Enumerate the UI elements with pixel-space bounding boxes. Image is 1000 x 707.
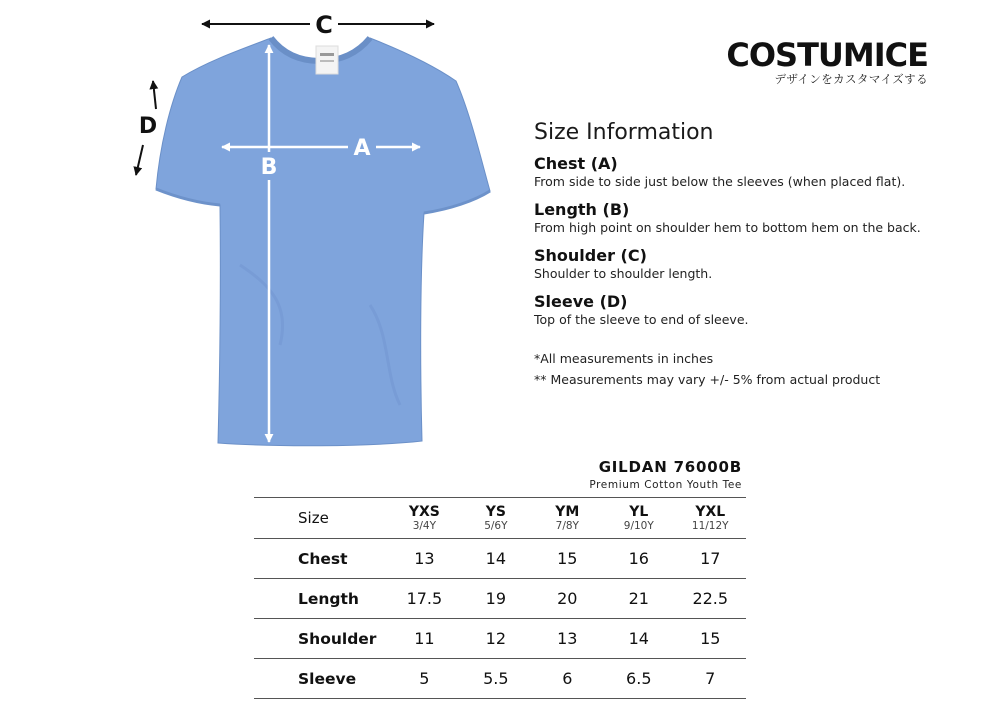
size-code: YL xyxy=(629,504,649,520)
term-shoulder xyxy=(534,246,974,282)
size-age: 5/6Y xyxy=(484,520,508,532)
table-cell: 16 xyxy=(603,539,674,579)
size-age: 9/10Y xyxy=(623,520,654,532)
term-name: Chest (A) xyxy=(534,154,618,173)
note-variance: ** Measurements may vary +/- 5% from actual product xyxy=(534,372,881,387)
table-header-row xyxy=(254,498,746,539)
size-age: 7/8Y xyxy=(555,520,579,532)
size-info-title: Size Information xyxy=(534,120,714,145)
term-description: Shoulder to shoulder length. xyxy=(534,266,713,281)
tshirt-body xyxy=(156,38,490,446)
table-cell: 17 xyxy=(675,539,746,579)
brand-tagline: デザインをカスタマイズする xyxy=(774,72,928,86)
term-name: Length (B) xyxy=(534,200,630,219)
size-chart-table xyxy=(254,497,746,699)
label-c: C xyxy=(315,11,333,39)
sleeve-arrow-top xyxy=(153,81,156,109)
brand-logo xyxy=(726,38,928,86)
table-row-length xyxy=(254,579,746,619)
size-code: YS xyxy=(485,504,506,520)
table-cell: 17.5 xyxy=(389,579,460,619)
term-sleeve xyxy=(534,292,974,328)
term-description: From side to side just below the sleeves (when placed flat). xyxy=(534,174,906,189)
table-cell: 15 xyxy=(675,619,746,659)
label-b: B xyxy=(260,155,278,180)
term-chest xyxy=(534,154,974,190)
table-cell: 5.5 xyxy=(460,659,531,699)
term-description: From high point on shoulder hem to bottom hem on the back. xyxy=(534,220,921,235)
table-cell: 20 xyxy=(532,579,603,619)
table-row-sleeve xyxy=(254,659,746,699)
size-code: YXS xyxy=(408,504,440,520)
sleeve-arrow-bottom xyxy=(136,145,143,175)
table-cell: 7 xyxy=(675,659,746,699)
table-cell: 14 xyxy=(460,539,531,579)
table-cell: 15 xyxy=(532,539,603,579)
table-cell: 12 xyxy=(460,619,531,659)
tshirt-illustration xyxy=(120,5,500,450)
note-units: *All measurements in inches xyxy=(534,351,714,366)
row-label: Shoulder xyxy=(254,619,389,659)
row-label: Sleeve xyxy=(254,659,389,699)
size-column-ys xyxy=(460,498,531,539)
size-information xyxy=(534,118,974,390)
row-label: Chest xyxy=(254,539,389,579)
size-column-yl xyxy=(603,498,674,539)
product-header xyxy=(589,456,742,492)
table-cell: 21 xyxy=(603,579,674,619)
table-cell: 22.5 xyxy=(675,579,746,619)
table-cell: 19 xyxy=(460,579,531,619)
product-name: GILDAN 76000B xyxy=(598,458,742,476)
term-description: Top of the sleeve to end of sleeve. xyxy=(534,312,749,327)
measurement-notes xyxy=(534,348,974,390)
table-cell: 14 xyxy=(603,619,674,659)
size-column-yxs xyxy=(389,498,460,539)
label-a: A xyxy=(353,136,371,161)
table-row-chest xyxy=(254,539,746,579)
table-cell: 13 xyxy=(389,539,460,579)
brand-name: COSTUMICE xyxy=(726,36,928,74)
table-cell: 6.5 xyxy=(603,659,674,699)
table-cell: 5 xyxy=(389,659,460,699)
table-cell: 6 xyxy=(532,659,603,699)
table-cell: 11 xyxy=(389,619,460,659)
product-subtitle: Premium Cotton Youth Tee xyxy=(589,479,742,491)
label-d: D xyxy=(138,114,158,139)
term-length xyxy=(534,200,974,236)
size-column-yxl xyxy=(675,498,746,539)
size-header-label: Size xyxy=(254,498,389,539)
term-name: Shoulder (C) xyxy=(534,246,647,265)
size-column-ym xyxy=(532,498,603,539)
table-cell: 13 xyxy=(532,619,603,659)
size-code: YXL xyxy=(695,504,726,520)
term-name: Sleeve (D) xyxy=(534,292,628,311)
size-age: 3/4Y xyxy=(412,520,437,532)
size-age: 11/12Y xyxy=(691,520,729,532)
size-code: YM xyxy=(555,504,580,520)
row-label: Length xyxy=(254,579,389,619)
table-row-shoulder xyxy=(254,619,746,659)
